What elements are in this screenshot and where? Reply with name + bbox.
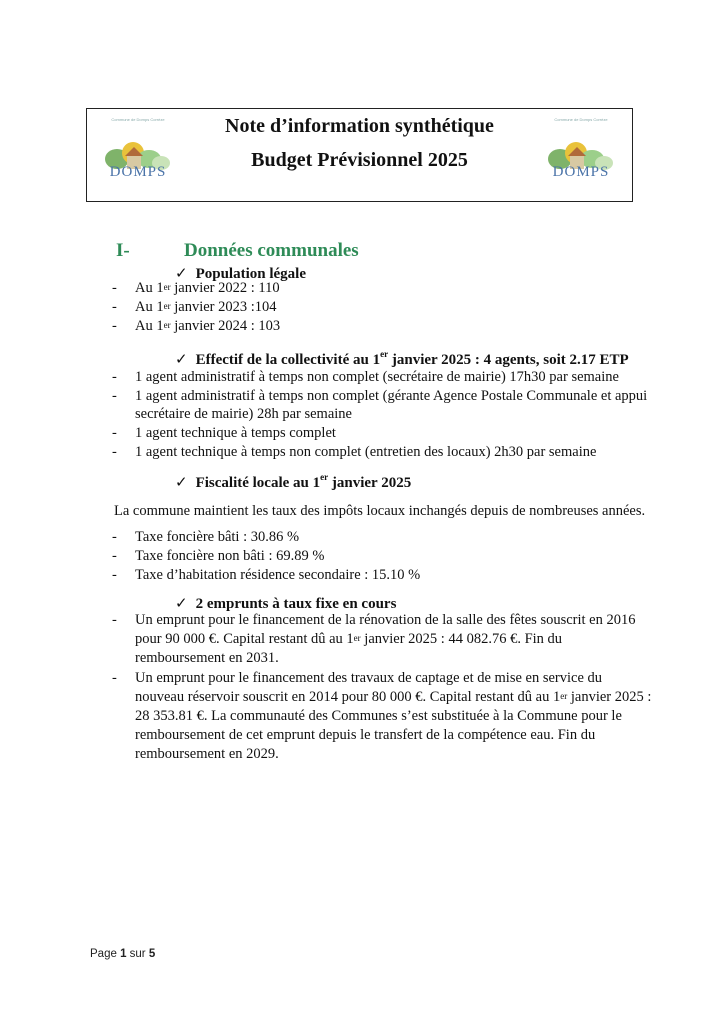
bullet-dash: -: [112, 444, 117, 460]
document-subtitle: Budget Prévisionnel 2025: [251, 149, 468, 171]
logo-name: DOMPS: [109, 164, 167, 180]
item-text: Au 1: [135, 280, 164, 296]
section-number: I-: [116, 240, 130, 261]
bullet-dash: -: [112, 670, 117, 686]
bullet-dash: -: [112, 548, 117, 564]
list-item: Taxe foncière non bâti : 69.89 %: [135, 548, 325, 564]
check-icon: ✓: [175, 596, 188, 612]
list-item: 1 agent administratif à temps non complet (secrétaire de mairie) 17h30 par semaine: [135, 369, 619, 385]
footer-text: Page: [90, 948, 121, 960]
footer-text: sur: [126, 948, 149, 960]
logo-small-text: Commune de Domps Corrèze: [554, 117, 608, 122]
subheading-text: janvier 2025: [328, 475, 412, 491]
superscript: er: [163, 301, 171, 311]
list-item: [135, 279, 280, 299]
item-text: janvier 2024 : 103: [170, 318, 281, 334]
subheading-text: Fiscalité locale au 1: [195, 475, 321, 491]
paragraph-line: Un emprunt pour le financement des travaux de captage et de mise en service du: [135, 670, 603, 686]
bullet-dash: -: [112, 369, 117, 385]
subheading-fiscalite: [175, 473, 411, 492]
line-text: janvier 2025 : 44 082.76 €. Fin du: [360, 631, 563, 647]
paragraph-line: 28 353.81 €. La communauté des Communes s’est substituée à la Commune pour le: [135, 708, 622, 724]
item-text: Au 1: [135, 318, 164, 334]
line-text: nouveau réservoir souscrit en 2014 pour 80 000 €. Capital restant dû au 1: [135, 689, 561, 705]
list-item: 1 agent technique à temps complet: [135, 425, 336, 441]
bullet-dash: -: [112, 280, 117, 296]
list-item: Taxe d’habitation résidence secondaire : 15.10 %: [135, 567, 421, 583]
subheading-text: Population légale: [195, 266, 306, 282]
item-text: Au 1: [135, 299, 164, 315]
paragraph-line: Un emprunt pour le financement de la rénovation de la salle des fêtes souscrit en 2016: [135, 612, 636, 628]
header-box: [86, 108, 633, 202]
paragraph-line: remboursement de cet emprunt depuis le transfert de la compétence eau. Fin du: [135, 727, 596, 743]
superscript: er: [163, 282, 171, 292]
list-item: 1 agent technique à temps non complet (entretien des locaux) 2h30 par semaine: [135, 444, 597, 460]
subheading-effectif: [175, 350, 629, 369]
check-icon: ✓: [175, 266, 188, 282]
logo-right: [540, 117, 622, 195]
bullet-dash: -: [112, 529, 117, 545]
superscript: er: [380, 349, 389, 359]
page-total: 5: [148, 948, 156, 960]
document-title: Note d’information synthétique: [225, 115, 494, 137]
superscript: er: [163, 320, 171, 330]
subheading-text: janvier 2025 : 4 agents, soit 2.17 ETP: [388, 352, 629, 368]
paragraph-line: remboursement en 2031.: [135, 650, 279, 666]
bullet-dash: -: [112, 567, 117, 583]
list-item: 1 agent administratif à temps non complet (gérante Agence Postale Communale et appui: [135, 388, 648, 404]
paragraph-line: remboursement en 2029.: [135, 746, 279, 762]
superscript: er: [560, 691, 568, 701]
list-item: [135, 298, 277, 318]
section-title: Données communales: [184, 240, 359, 261]
section-heading: [116, 240, 359, 262]
bullet-dash: -: [112, 318, 117, 334]
page-footer: [90, 948, 155, 960]
bullet-dash: -: [112, 388, 117, 404]
item-text: janvier 2022 : 110: [170, 280, 280, 296]
logo-small-text: Commune de Domps Corrèze: [111, 117, 165, 122]
check-icon: ✓: [175, 475, 188, 491]
subheading-text: Effectif de la collectivité au 1: [195, 352, 381, 368]
paragraph-line: [135, 630, 562, 650]
page-number: 1: [120, 948, 127, 960]
line-text: pour 90 000 €. Capital restant dû au 1: [135, 631, 354, 647]
paragraph: La commune maintient les taux des impôts locaux inchangés depuis de nombreuses années.: [114, 503, 646, 519]
item-text: janvier 2023 :104: [170, 299, 277, 315]
superscript: er: [320, 472, 329, 482]
line-text: janvier 2025 :: [567, 689, 652, 705]
subheading-text: 2 emprunts à taux fixe en cours: [195, 596, 397, 612]
superscript: er: [353, 633, 361, 643]
bullet-dash: -: [112, 612, 117, 628]
paragraph-line: [135, 688, 651, 708]
logo-name: DOMPS: [552, 164, 610, 180]
list-item: [135, 317, 280, 337]
bullet-dash: -: [112, 425, 117, 441]
list-item-continuation: secrétaire de mairie) 28h par semaine: [135, 406, 352, 422]
check-icon: ✓: [175, 352, 188, 368]
list-item: Taxe foncière bâti : 30.86 %: [135, 529, 300, 545]
bullet-dash: -: [112, 299, 117, 315]
